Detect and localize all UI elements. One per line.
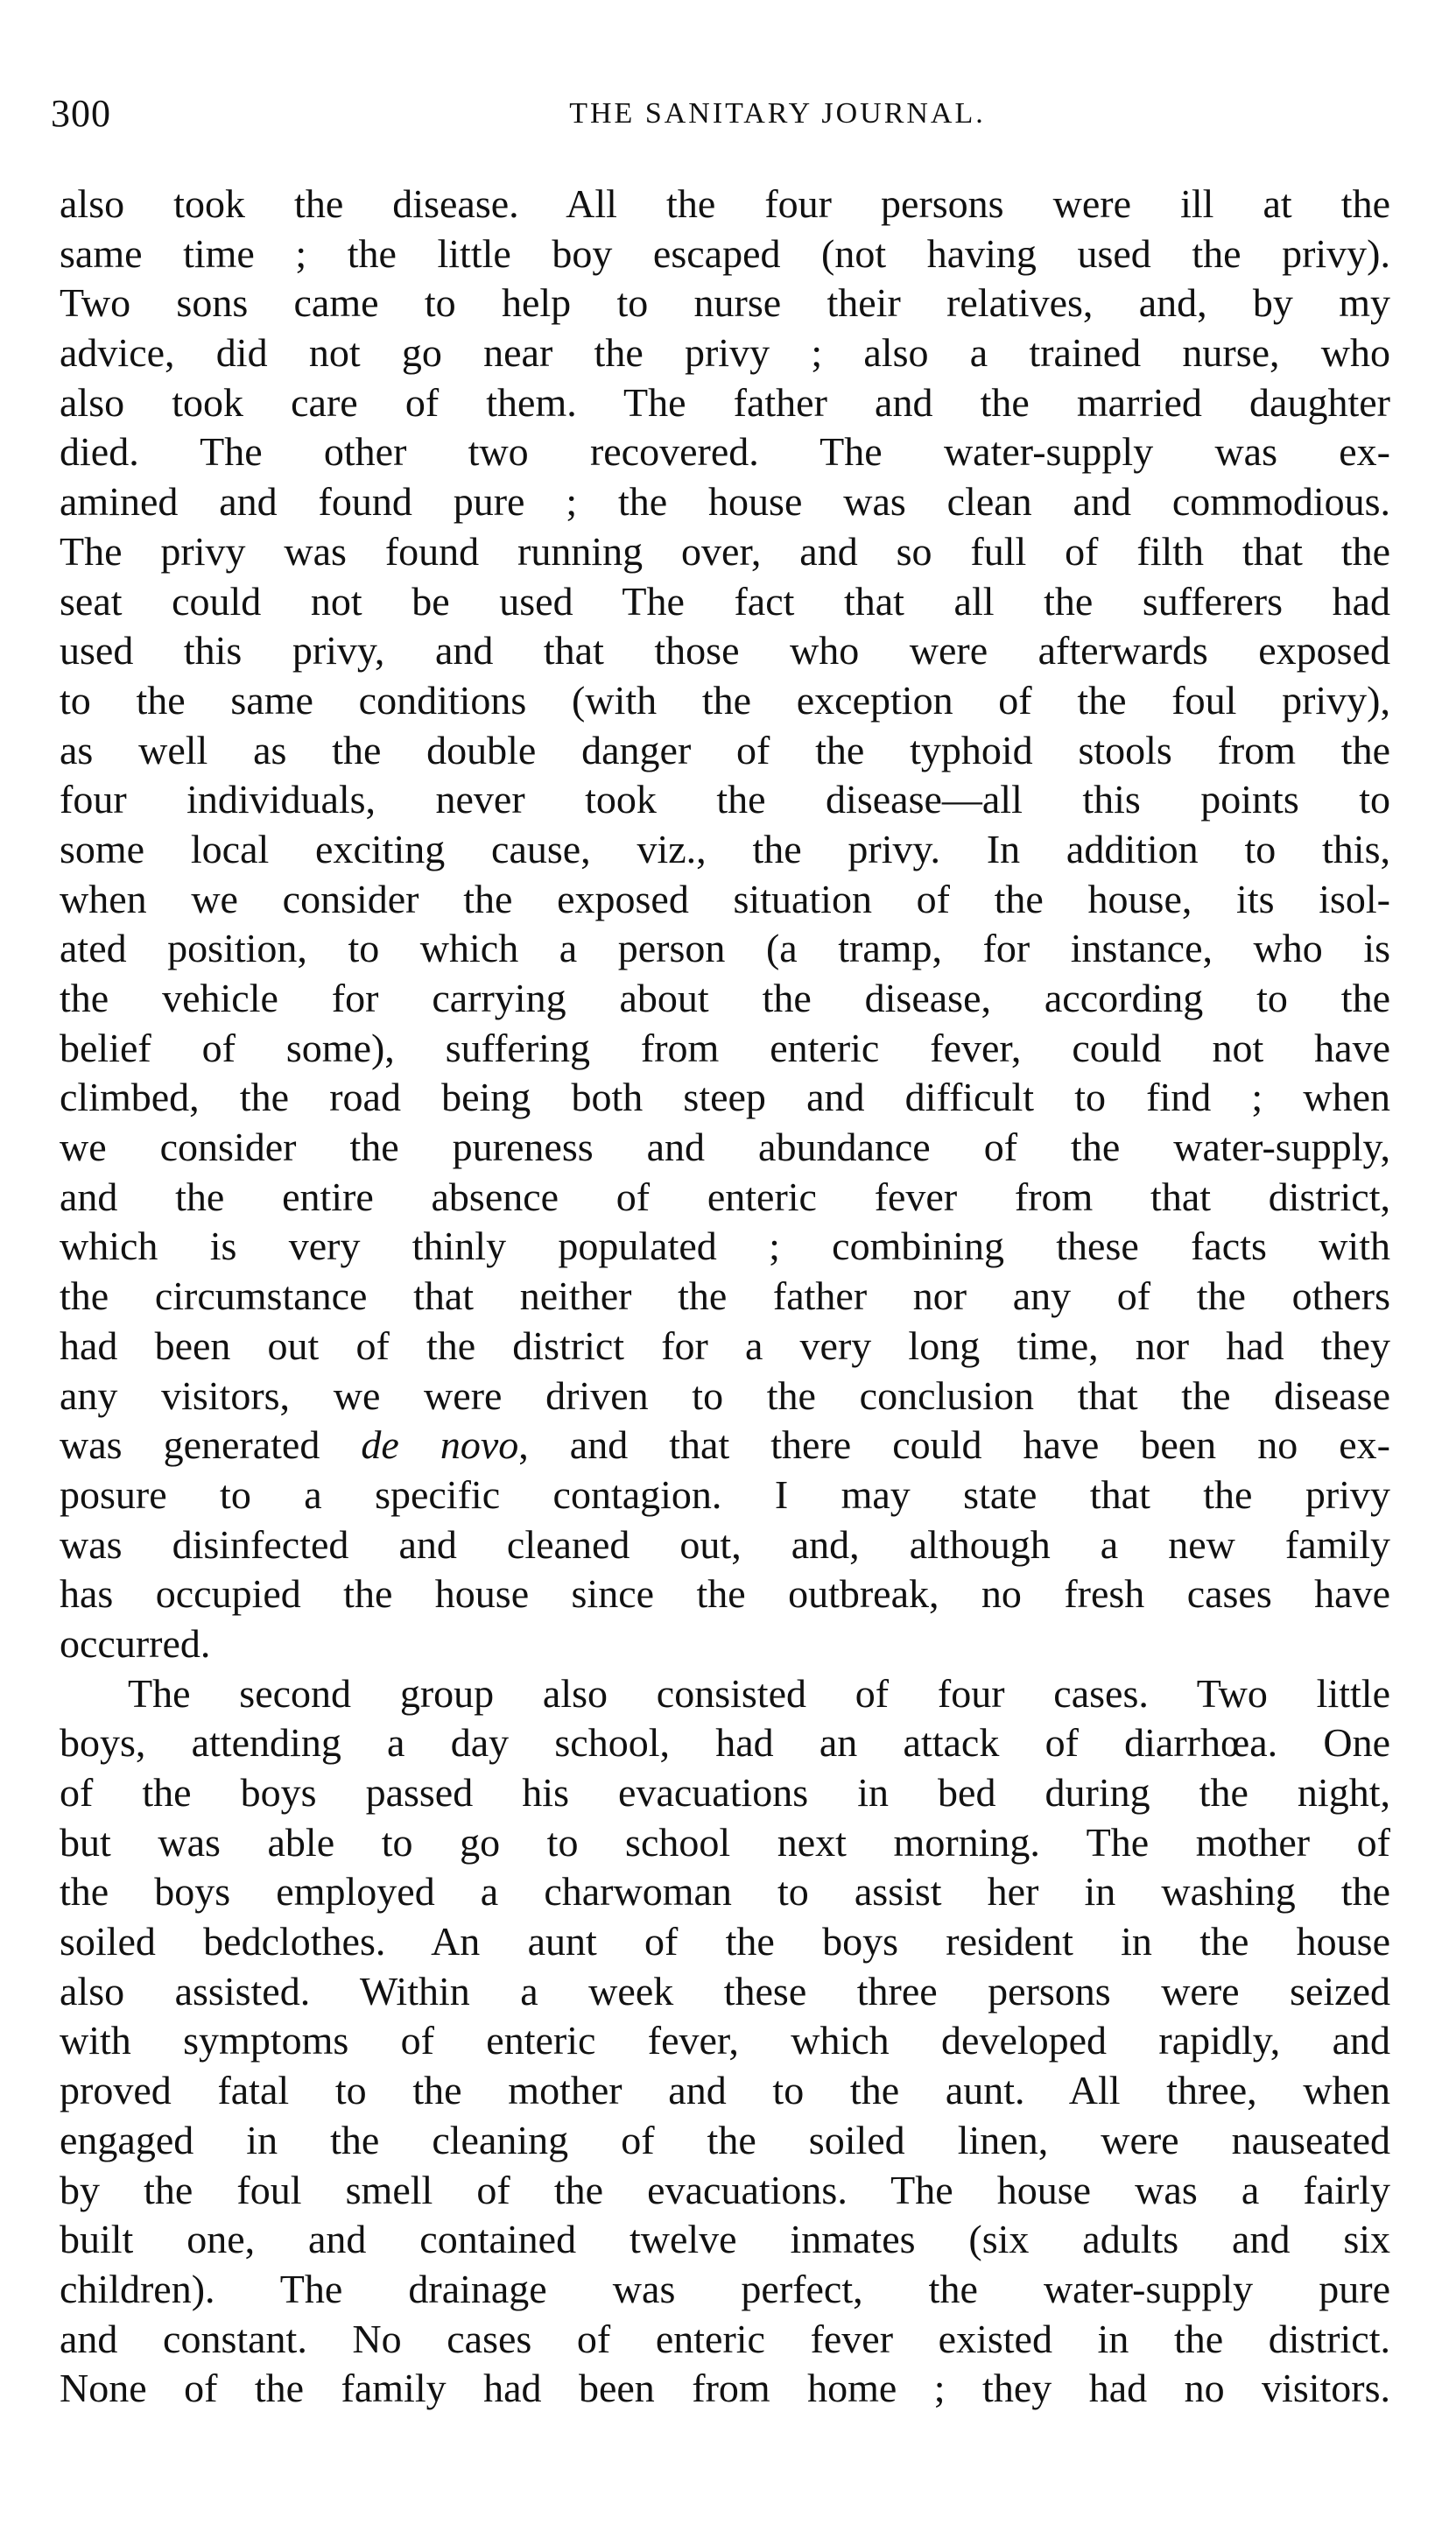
- text-line: The privy was found running over, and so full of filth that the: [60, 528, 1390, 574]
- text-line: Two sons came to help to nurse their relatives, and, by my: [60, 280, 1390, 326]
- text-line: was disinfected and cleaned out, and, although a new family: [60, 1521, 1390, 1567]
- text-line: which is very thinly populated ; combining these facts with: [60, 1224, 1390, 1269]
- text-line: has occupied the house since the outbreak, no fresh cases have: [60, 1571, 1390, 1617]
- text-line: same time ; the little boy escaped (not having used the privy).: [60, 230, 1390, 276]
- text-line: used this privy, and that those who were afterwards exposed: [60, 628, 1390, 674]
- text-line: by the foul smell of the evacuations. The house was a fairly: [60, 2167, 1390, 2212]
- text-line: some local exciting cause, viz., the privy. In addition to this,: [60, 826, 1390, 871]
- text-line: the vehicle for carrying about the disease, according to the: [60, 976, 1390, 1020]
- text-line: proved fatal to the mother and to the aunt. All three, when: [60, 2068, 1390, 2113]
- text-run: , and that there could have been no ex-: [518, 1422, 1390, 1468]
- text-line: belief of some), suffering from enteric fever, could not have: [60, 1025, 1390, 1070]
- text-line: the circumstance that neither the father nor any of the others: [60, 1273, 1390, 1319]
- article-body: [60, 180, 1390, 2414]
- text-line: died. The other two recovered. The water-supply was ex-: [60, 429, 1390, 475]
- page-number: 300: [51, 92, 111, 135]
- text-line: had been out of the district for a very long time, nor had they: [60, 1322, 1390, 1368]
- text-line: four individuals, never took the disease—all this points to: [60, 777, 1390, 822]
- text-line: advice, did not go near the privy ; also a trained nurse, who: [60, 330, 1390, 376]
- text-line: seat could not be used The fact that all the sufferers had: [60, 578, 1390, 624]
- text-run: was generated: [60, 1422, 362, 1468]
- text-line: also took care of them. The father and the married daughter: [60, 379, 1390, 425]
- italic-phrase: de novo: [361, 1422, 519, 1468]
- text-line: any visitors, we were driven to the conclusion that the disease: [60, 1372, 1390, 1418]
- text-line: when we consider the exposed situation of the house, its isol-: [60, 876, 1390, 921]
- running-head: [51, 88, 1399, 140]
- text-line: to the same conditions (with the exception of the foul privy),: [60, 677, 1390, 723]
- paragraph-start-line: The second group also consisted of four cases. Two little: [128, 1670, 1390, 1716]
- text-line: posure to a specific contagion. I may state that the privy: [60, 1471, 1390, 1517]
- text-line: boys, attending a day school, had an attack of diarrhœa. One: [60, 1720, 1390, 1766]
- text-line: soiled bedclothes. An aunt of the boys resident in the house: [60, 1919, 1390, 1964]
- text-line: as well as the double danger of the typhoid stools from the: [60, 727, 1390, 772]
- text-line: also took the disease. All the four persons were ill at the: [60, 181, 1390, 226]
- text-line: children). The drainage was perfect, the water-supply pure: [60, 2266, 1390, 2311]
- text-line: the boys employed a charwoman to assist her in washing the: [60, 1869, 1390, 1915]
- text-line: climbed, the road being both steep and difficult to find ; when: [60, 1075, 1390, 1120]
- text-line-with-italic: [60, 1421, 1390, 1471]
- text-line: built one, and contained twelve inmates (six adults and six: [60, 2217, 1390, 2262]
- text-line: we consider the pureness and abundance of the water-supply,: [60, 1125, 1390, 1170]
- text-line: and the entire absence of enteric fever from that district,: [60, 1174, 1390, 1219]
- journal-title: THE SANITARY JOURNAL.: [569, 97, 986, 130]
- text-line: with symptoms of enteric fever, which developed rapidly, and: [60, 2018, 1390, 2063]
- text-line: and constant. No cases of enteric fever existed in the district.: [60, 2316, 1390, 2361]
- paragraph-end-line: occurred.: [60, 1620, 211, 1666]
- text-line: amined and found pure ; the house was clean and commodious.: [60, 479, 1390, 525]
- text-line: None of the family had been from home ; they had no visitors.: [60, 2366, 1390, 2411]
- text-line: also assisted. Within a week these three persons were seized: [60, 1968, 1390, 2014]
- text-line: ated position, to which a person (a tramp, for instance, who is: [60, 926, 1390, 971]
- text-line: of the boys passed his evacuations in bed during the night,: [60, 1770, 1390, 1815]
- text-line: engaged in the cleaning of the soiled linen, were nauseated: [60, 2117, 1390, 2162]
- text-line: but was able to go to school next morning. The mother of: [60, 1819, 1390, 1865]
